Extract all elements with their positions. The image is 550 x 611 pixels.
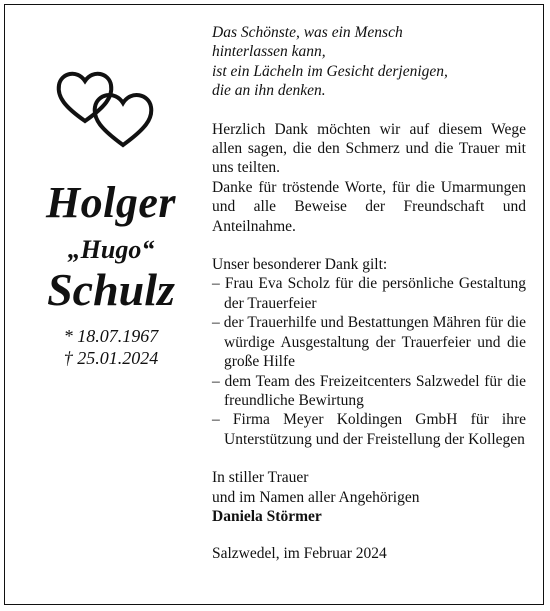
list-item: – Firma Meyer Koldingen GmbH für ihre Unterstützung und der Freistellung der Kollegen [212, 411, 526, 448]
thanks-paragraph-1: Herzlich Dank möchten wir auf diesem Wege allen sagen, die den Schmerz und die Trauer mit uns teilten. [212, 120, 526, 177]
first-name: Holger [45, 178, 177, 227]
list-item: – dem Team des Freizeitcenters Salzwedel für die freundliche Bewirtung [212, 372, 526, 409]
poem-line: Das Schönste, was ein Mensch [212, 24, 403, 41]
special-thanks-heading: Unser besonderer Dank gilt: [212, 256, 388, 274]
signature-name: Daniela Störmer [212, 507, 322, 525]
poem-line: die an ihn denken. [212, 82, 326, 100]
signature-line-1: In stiller Trauer [212, 469, 309, 487]
poem-line: ist ein Lächeln im Gesicht derjenigen, [212, 62, 448, 80]
poem-line: hinterlassen kann, [212, 43, 326, 61]
death-date: † 25.01.2024 [63, 348, 159, 368]
birth-date: * 18.07.1967 [63, 326, 159, 346]
signature-line-2: und im Namen aller Angehörigen [212, 488, 420, 506]
two-hearts-icon [55, 67, 159, 151]
last-name: Schulz [47, 264, 175, 315]
left-column [5, 5, 217, 604]
life-dates [5, 325, 217, 369]
signature-block [212, 468, 526, 526]
nickname: „Hugo“ [67, 235, 155, 264]
obituary-card [4, 4, 544, 605]
list-item: – der Trauerhilfe und Bestattungen Mähren für die würdige Ausgestaltung der Trauerfeier und die große Hilfe [212, 314, 526, 371]
thanks-paragraph-2: Danke für tröstende Worte, für die Umarmungen und alle Beweise der Freundschaft und Anteilnahme. [212, 178, 526, 235]
place-date: Salzwedel, im Februar 2024 [212, 545, 387, 563]
special-thanks-list [212, 274, 526, 449]
poem [212, 23, 526, 101]
right-column [212, 23, 526, 564]
list-item: – Frau Eva Scholz für die persönliche Gestaltung der Trauerfeier [212, 275, 526, 312]
